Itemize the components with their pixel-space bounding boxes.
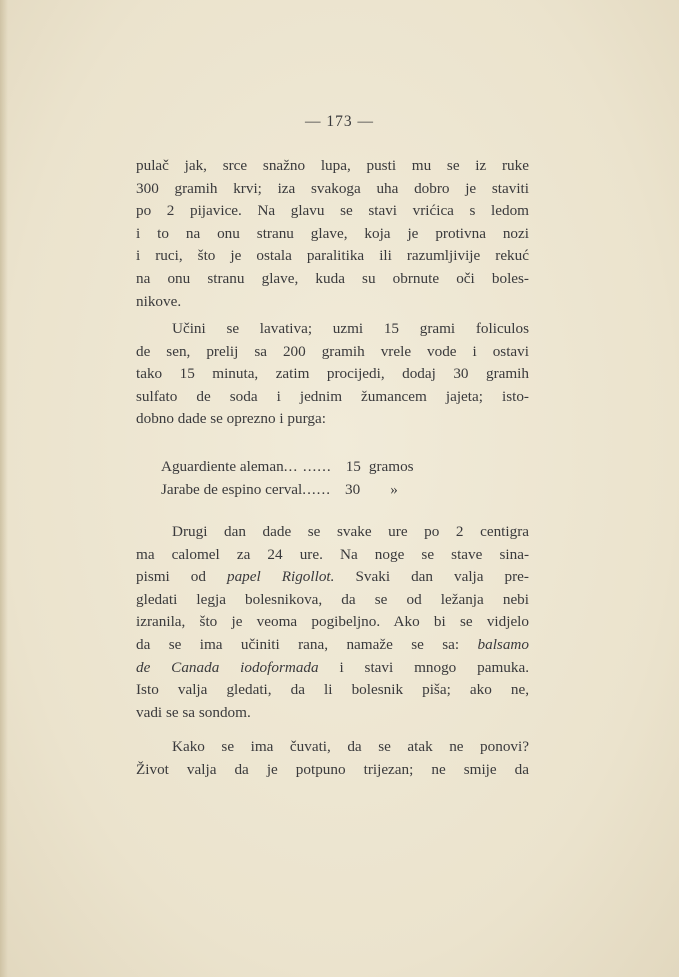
leader-dots: ......	[302, 481, 332, 498]
ingredient-unit: gramos	[368, 458, 414, 475]
text-line: nikove.	[136, 292, 182, 310]
prescription-item	[161, 478, 521, 501]
prescription-list	[161, 455, 521, 501]
text-line: dobno dade se oprezno i purga:	[136, 410, 326, 428]
paragraph-3	[136, 521, 529, 724]
page-number: — 173 —	[305, 113, 374, 130]
text-line: po 2 pijavice. Na glavu se stavi vrićica s ledom	[136, 202, 529, 220]
text-segment: pismi od	[136, 568, 227, 586]
text-line: Kako se ima čuvati, da se atak ne ponovi?	[172, 738, 529, 755]
text-line: 300 gramih krvi; iza svakoga uha dobro je staviti	[136, 179, 529, 197]
text-line: ma calomel za 24 ure. Na noge se stave sina-	[136, 545, 529, 563]
text-line: Drugi dan dade se svake ure po 2 centigra	[172, 523, 529, 540]
paragraph-4	[136, 736, 529, 781]
italic-term: de Canada iodoformada	[136, 658, 319, 676]
text-line: Isto valja gledati, da li bolesnik piša; ako ne,	[136, 681, 529, 699]
text-line: i ruci, što je ostala paralitika ili razumljivije rekuć	[136, 247, 529, 265]
text-line	[136, 634, 529, 657]
text-segment: i stavi mnogo pamuka.	[318, 658, 529, 676]
ingredient-quantity: 30	[345, 481, 361, 498]
text-line: gledati legja bolesnikova, da se od ležanja nebi	[136, 590, 529, 608]
text-segment: Svaki dan valja pre-	[334, 568, 529, 586]
prescription-item	[161, 455, 521, 478]
text-line: vadi se sa sondom.	[136, 703, 251, 721]
ingredient-name: Aguardiente aleman	[161, 458, 284, 475]
text-segment: da se ima učiniti rana, namaže se sa:	[136, 635, 478, 653]
ingredient-quantity: 15	[345, 458, 361, 475]
text-line	[136, 566, 529, 589]
text-line: de sen, prelij sa 200 gramih vrele vode i ostavi	[136, 342, 529, 360]
text-line: sulfato de soda i jednim žumancem jajeta; isto-	[136, 387, 529, 405]
text-line: na onu stranu glave, kuda su obrnute oči boles-	[136, 269, 529, 287]
text-line: izranila, što je veoma pogibeljno. Ako bi se vidjelo	[136, 613, 529, 631]
text-line: i to na onu stranu glave, koja je protivna nozi	[136, 224, 529, 242]
paragraph-2	[136, 318, 529, 431]
italic-term: papel Rigollot.	[226, 568, 335, 586]
text-line	[136, 657, 529, 680]
text-line: Učini se lavativa; uzmi 15 grami foliculos	[172, 320, 529, 337]
text-line: pulač jak, srce snažno lupa, pusti mu se iz ruke	[136, 157, 529, 174]
ingredient-name: Jarabe de espino cerval	[161, 481, 303, 498]
paragraph-1	[136, 155, 529, 313]
text-line: tako 15 minuta, zatim procijedi, dodaj 30 gramih	[136, 365, 529, 383]
leader-dots: ... ......	[283, 458, 332, 475]
italic-term: balsamo	[477, 635, 529, 653]
page-binding-edge	[0, 0, 8, 977]
text-line: Život valja da je potpuno trijezan; ne smije da	[136, 760, 529, 778]
ingredient-unit: »	[390, 481, 398, 498]
